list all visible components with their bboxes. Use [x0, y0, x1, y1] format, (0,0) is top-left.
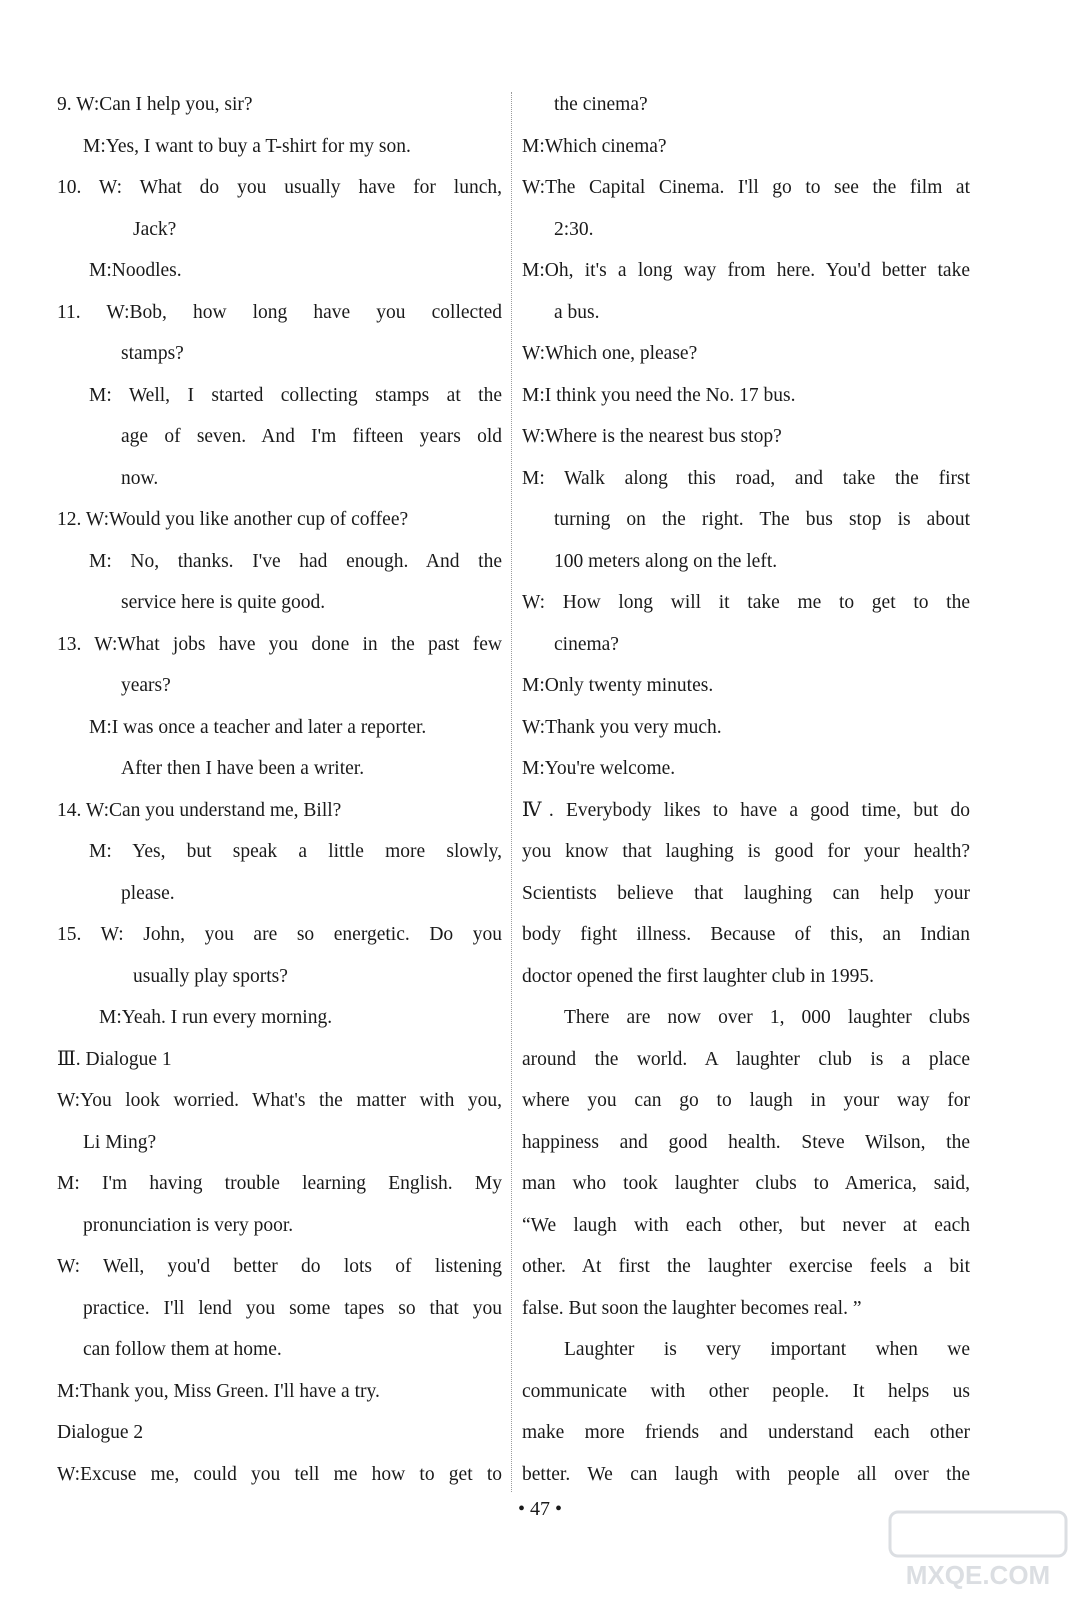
text-line: W:The Capital Cinema. I'll go to see the film at [522, 177, 970, 198]
text-line: 9. W:Can I help you, sir? [57, 94, 253, 115]
text-line: usually play sports? [133, 965, 288, 987]
watermark-logo [888, 1510, 1068, 1592]
text-line: where you can go to laugh in your way for [522, 1090, 970, 1111]
text-line: man who took laughter clubs to America, said, [522, 1173, 970, 1194]
text-line: turning on the right. The bus stop is about [554, 509, 970, 530]
page-number: • 47 • [517, 1498, 562, 1520]
column-divider [511, 92, 512, 1492]
text-line: 14. W:Can you understand me, Bill? [57, 799, 342, 821]
text-line: W: Well, you'd better do lots of listening [57, 1256, 502, 1277]
text-line: pronunciation is very poor. [83, 1214, 294, 1236]
text-line: cinema? [554, 633, 619, 655]
text-line: W:You look worried. What's the matter with you, [57, 1090, 502, 1111]
text-line: better. We can laugh with people all over the [522, 1463, 970, 1485]
text-line: age of seven. And I'm fifteen years old [121, 426, 502, 447]
text-line: now. [121, 467, 159, 489]
text-line: Ⅲ. Dialogue 1 [57, 1048, 172, 1070]
text-line: Scientists believe that laughing can help your [522, 882, 970, 904]
text-line: After then I have been a writer. [121, 758, 365, 779]
text-line: M:Only twenty minutes. [522, 675, 714, 696]
text-line: M: No, thanks. I've had enough. And the [89, 550, 502, 572]
text-line: Laughter is very important when we [564, 1339, 970, 1360]
right-column [522, 84, 970, 1495]
text-line: There are now over 1, 000 laughter clubs [564, 1007, 970, 1028]
text-line: 12. W:Would you like another cup of coffee? [57, 509, 409, 530]
text-line: false. But soon the laughter becomes real. ” [522, 1297, 862, 1319]
text-line: 15. W: John, you are so energetic. Do you [57, 924, 502, 945]
text-line: 10. W: What do you usually have for lunch, [57, 177, 502, 198]
text-line: M:Yeah. I run every morning. [99, 1007, 333, 1028]
text-line: Jack? [133, 218, 177, 240]
text-line: service here is quite good. [121, 592, 326, 613]
text-line: M:Yes, I want to buy a T-shirt for my son. [83, 135, 411, 157]
text-line: “We laugh with each other, but never at each [522, 1214, 970, 1236]
text-line: M:Noodles. [89, 260, 182, 281]
text-line: W:Thank you very much. [522, 716, 722, 738]
text-line: can follow them at home. [83, 1339, 282, 1360]
text-line: Li Ming? [83, 1131, 157, 1153]
text-line: M: I'm having trouble learning English. My [57, 1173, 502, 1194]
watermark-frame [890, 1512, 1066, 1556]
text-line: M:Thank you, Miss Green. I'll have a try. [57, 1380, 380, 1402]
text-line: Dialogue 2 [57, 1422, 144, 1443]
text-line: M: Yes, but speak a little more slowly, [89, 841, 502, 862]
text-line: you know that laughing is good for your health? [522, 841, 970, 862]
text-line: M:I was once a teacher and later a reporter. [89, 716, 427, 738]
text-line: body fight illness. Because of this, an Indian [522, 924, 970, 945]
text-line: W:Which one, please? [522, 343, 698, 364]
left-column [57, 84, 502, 1495]
text-line: years? [121, 675, 171, 696]
text-line: W:Excuse me, could you tell me how to get to [57, 1463, 502, 1485]
text-line: happiness and good health. Steve Wilson, the [522, 1131, 970, 1153]
text-line: doctor opened the first laughter club in 1995. [522, 965, 874, 987]
text-line: M:Oh, it's a long way from here. You'd better take [522, 260, 970, 281]
text-line: practice. I'll lend you some tapes so that you [83, 1297, 502, 1319]
text-line: the cinema? [554, 94, 648, 115]
text-line: M: Walk along this road, and take the first [522, 467, 970, 489]
text-line: W:Where is the nearest bus stop? [522, 426, 782, 447]
text-line: stamps? [121, 343, 184, 364]
text-line: 11. W:Bob, how long have you collected [57, 301, 502, 323]
text-line: M:You're welcome. [522, 758, 676, 779]
text-line: M:I think you need the No. 17 bus. [522, 384, 796, 406]
text-line: please. [121, 882, 175, 904]
text-line: 13. W:What jobs have you done in the past few [57, 633, 502, 655]
text-line: M: Well, I started collecting stamps at the [89, 384, 502, 406]
text-line: make more friends and understand each other [522, 1422, 970, 1443]
text-line: around the world. A laughter club is a place [522, 1048, 970, 1070]
text-line: W: How long will it take me to get to the [522, 592, 970, 613]
text-line: a bus. [554, 301, 600, 323]
text-line: Ⅳ. Everybody likes to have a good time, but do [522, 799, 970, 821]
text-line: 100 meters along on the left. [554, 550, 778, 572]
text-line: communicate with other people. It helps us [522, 1380, 970, 1402]
text-line: 2:30. [554, 218, 594, 240]
text-line: M:Which cinema? [522, 135, 667, 157]
text-line: other. At first the laughter exercise feels a bit [522, 1256, 970, 1277]
watermark-text: MXQE.COM [905, 1560, 1051, 1590]
